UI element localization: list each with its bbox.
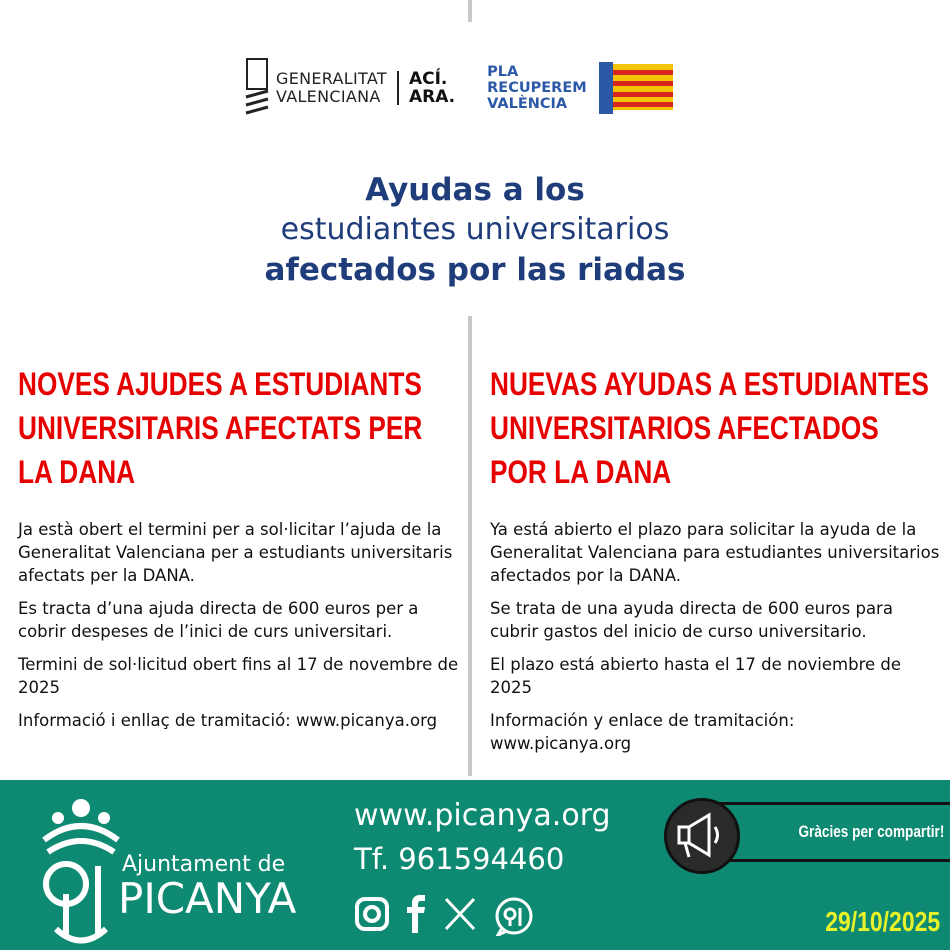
paragraph: Informació i enllaç de tramitació: www.picanya.org <box>18 711 438 730</box>
valencian-heading: NOVES AJUDES A ESTUDIANTS UNIVERSITARIS AFECTATS PER LA DANA <box>18 366 423 490</box>
title-line-2: estudiantes universitarios <box>280 212 670 247</box>
logo-line: PLA <box>487 64 519 80</box>
share-text: Gràcies per compartir! <box>798 822 944 841</box>
x-icon[interactable] <box>442 896 478 932</box>
picanya-chat-icon[interactable] <box>492 892 536 936</box>
logo-line: ARA. <box>408 87 456 107</box>
instagram-icon[interactable] <box>354 896 390 932</box>
footer <box>0 780 950 950</box>
picanya-crest-icon <box>36 794 126 944</box>
facebook-icon[interactable] <box>404 895 428 933</box>
paragraph: Información y enlace de tramitación: www.picanya.org <box>490 711 795 753</box>
title-line-3: afectados por las riadas <box>264 252 686 288</box>
paragraph: Es tracta d’una ajuda directa de 600 euros per a cobrir despeses de l’inici de curs universitari. <box>18 599 419 641</box>
title-line-1: Ayudas a los <box>365 172 585 208</box>
logo-line: GENERALITAT <box>276 69 387 88</box>
logo-separator <box>397 71 399 105</box>
spanish-heading: NUEVAS AYUDAS A ESTUDIANTES UNIVERSITARIOS AFECTADOS POR LA DANA <box>490 366 929 490</box>
divider-middle <box>468 316 472 776</box>
spanish-column <box>490 362 940 765</box>
megaphone-icon <box>667 801 737 871</box>
megaphone-badge <box>664 798 740 874</box>
paragraph: Ja està obert el termini per a sol·licitar l’ajuda de la Generalitat Valenciana per a estudiants universitaris afectats per la DANA. <box>18 520 453 585</box>
valencian-column <box>18 362 468 742</box>
valencia-flag-icon <box>595 60 675 116</box>
picanya-label: PICANYA <box>118 874 297 923</box>
logo-line: VALENCIANA <box>276 87 381 106</box>
paragraph: Se trata de una ayuda directa de 600 euros para cubrir gastos del inicio de curso universitario. <box>490 599 893 641</box>
social-icons <box>354 892 536 936</box>
header-logos <box>244 56 675 120</box>
logo-line: VALÈNCIA <box>487 96 568 112</box>
paragraph: Ya está abierto el plazo para solicitar la ayuda de la Generalitat Valenciana para estudiantes universitarios afectados por la DANA. <box>490 520 940 585</box>
divider-top <box>468 0 472 22</box>
generalitat-shield-icon <box>244 57 270 119</box>
paragraph: El plazo está abierto hasta el 17 de noviembre de 2025 <box>490 655 902 697</box>
page-title <box>0 170 950 290</box>
phone-number: Tf. 961594460 <box>354 842 565 876</box>
logo-line: RECUPEREM <box>487 80 587 96</box>
publication-date: 29/10/2025 <box>825 906 940 937</box>
ajuntament-label: Ajuntament de <box>122 852 286 877</box>
generalitat-logo <box>276 70 387 106</box>
pla-recuperem-logo <box>487 64 587 112</box>
aci-ara-logo <box>409 70 455 106</box>
website-link[interactable]: www.picanya.org <box>354 798 611 833</box>
logo-line: ACÍ. <box>408 69 448 89</box>
paragraph: Termini de sol·licitud obert fins al 17 de novembre de 2025 <box>18 655 459 697</box>
